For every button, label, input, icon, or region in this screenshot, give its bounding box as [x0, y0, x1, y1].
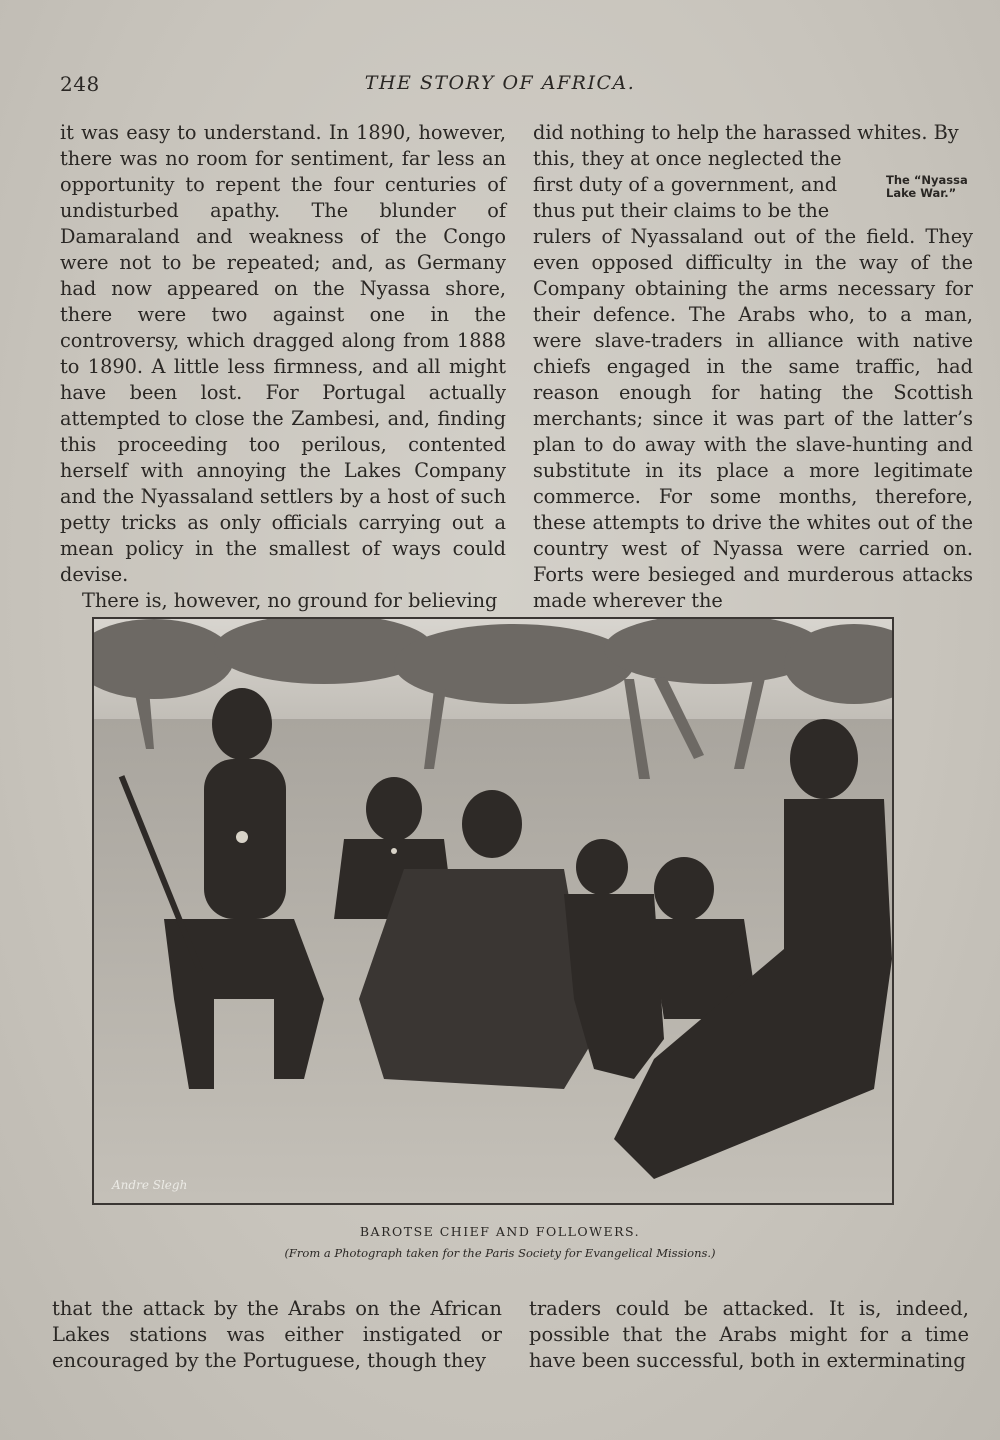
paragraph-line: thus put their claims to be the: [533, 199, 830, 222]
margin-note: [886, 174, 976, 200]
paragraph: There is, however, no ground for believing: [82, 589, 498, 612]
photograph-plate: [92, 617, 894, 1205]
paragraph: rulers of Nyassaland out of the field. They even opposed difficulty in the way of the Company obtaining the arms necessary for their defence. The Arabs who, to a man, were slave-traders in alliance with native chiefs engaged in the same traffic, had reason enough for hating the Scottish merchants; since it was part of the latter’s plan to do away with the slave-hunting and substitute in its place a more legitimate commerce. For some months, therefore, these attempts to drive the whites out of the country west of Nyassa were carried on. Forts were besieged and murderous attacks made wherever the: [533, 225, 973, 612]
paragraph-line: did nothing to help the harassed whites. By: [533, 121, 959, 144]
paragraph: it was easy to understand. In 1890, however, there was no room for sentiment, far less an opportunity to repent the four centuries of undisturbed apathy. The blunder of Damaraland and weakness of the Congo were not to be repeated; and, as Germany had now appeared on the Nyassa shore, there were two against one in the controversy, which dragged along from 1888 to 1890. A little less firmness, and all might have been lost. For Portugal actually attempted to close the Zambesi, and, finding this proceeding too perilous, contented herself with annoying the Lakes Company and the Nyassaland settlers by a host of such petty tricks as only officials carrying out a mean policy in the smallest of ways could devise.: [60, 121, 506, 586]
margin-note-line: Lake War.”: [886, 186, 957, 200]
paragraph: traders could be attacked. It is, indeed, possible that the Arabs might for a time have been successful, both in exterminating: [529, 1297, 969, 1372]
photograph: [94, 619, 892, 1203]
paragraph-line: this, they at once neglected the: [533, 147, 842, 170]
margin-note-line: The “Nyassa: [886, 173, 968, 187]
running-title: THE STORY OF AFRICA.: [364, 72, 636, 94]
right-column-bottom: [529, 1296, 969, 1374]
figure-credit: (From a Photograph taken for the Paris Society for Evangelical Missions.): [284, 1246, 716, 1260]
figure-caption: BAROTSE CHIEF AND FOLLOWERS.: [359, 1224, 641, 1239]
page-number: 248: [60, 72, 100, 96]
left-column-bottom: [52, 1296, 502, 1374]
engraver-signature: Andre Slegh: [112, 1178, 188, 1192]
left-column-top: [60, 120, 506, 614]
paragraph: that the attack by the Arabs on the African Lakes stations was either instigated or encouraged by the Portuguese, though they: [52, 1297, 502, 1372]
paragraph-line: first duty of a government, and: [533, 173, 838, 196]
